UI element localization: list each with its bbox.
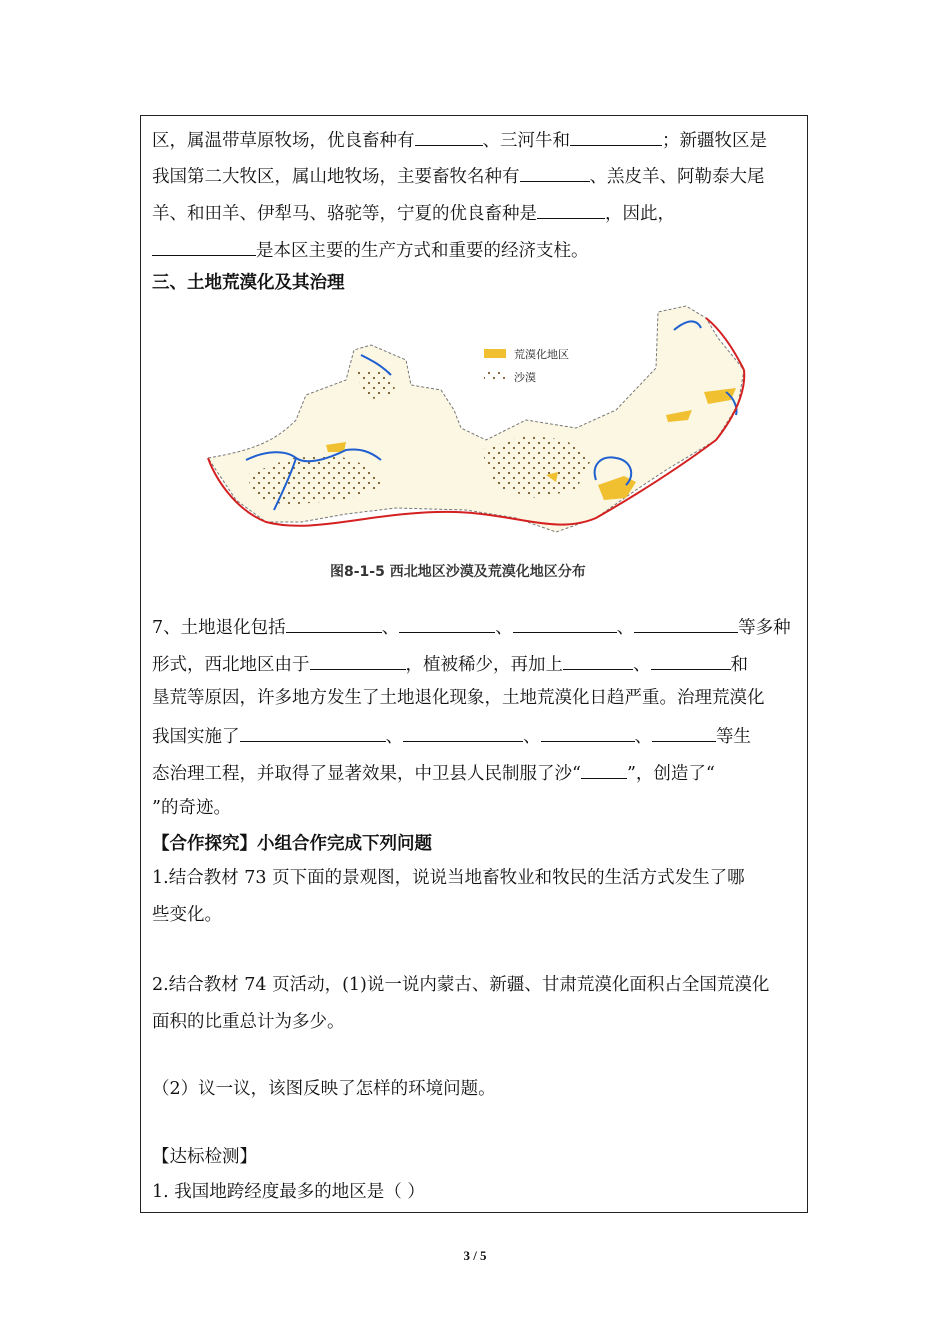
- blank: [152, 237, 256, 256]
- blank: [537, 200, 605, 219]
- legend-sand-swatch: [484, 372, 506, 381]
- blank: [310, 651, 406, 670]
- coop-q1-line-1: 1.结合教材 73 页下面的景观图，说说当地畜牧业和牧民的生活方式发生了哪: [152, 868, 745, 888]
- q7-line-1: 7、土地退化包括 、 、 、 等多种: [152, 614, 791, 640]
- coop-q2-line-1: 2.结合教材 74 页活动，(1)说一说内蒙古、新疆、甘肃荒漠化面积占全国荒漠化: [152, 975, 770, 995]
- blank: [513, 614, 617, 633]
- blank: [634, 614, 738, 633]
- blank: [563, 651, 633, 670]
- northwest-desert-map: [196, 300, 751, 590]
- legend-desertified-swatch: [484, 349, 506, 358]
- q7-line-3: 垦荒等原因，许多地方发生了土地退化现象，土地荒漠化日趋严重。治理荒漠化: [152, 688, 765, 708]
- blank: [570, 127, 662, 146]
- map-svg: [196, 300, 751, 560]
- q7-line-4: 我国实施了 、 、 、 等生: [152, 723, 751, 749]
- blank: [651, 651, 731, 670]
- blank: [520, 163, 590, 182]
- legend-desertified-label: 荒漠化地区: [514, 348, 569, 361]
- blank: [286, 614, 382, 633]
- coop-heading: 【合作探究】小组合作完成下列问题: [152, 834, 432, 854]
- text-line-2: 我国第二大牧区，属山地牧场，主要畜牧名种有 、羔皮羊、阿勒泰大尾: [152, 163, 765, 189]
- q7-line-6: ”的奇迹。: [152, 798, 231, 818]
- legend-sand-label: 沙漠: [514, 371, 536, 384]
- blank: [415, 127, 483, 146]
- text-line-1: 区，属温带草原牧场，优良畜种有 、三河牛和 ；新疆牧区是: [152, 127, 767, 153]
- q7-line-2: 形式，西北地区由于 ，植被稀少，再加上 、 和: [152, 651, 748, 677]
- test-heading: 【达标检测】: [152, 1147, 257, 1167]
- coop-q2-line-3: （2）议一议，该图反映了怎样的环境问题。: [152, 1079, 496, 1099]
- test-q1: 1. 我国地跨经度最多的地区是（ ）: [152, 1182, 425, 1202]
- q7-line-5: 态治理工程，并取得了显著效果，中卫县人民制服了沙“ ”，创造了“: [152, 760, 715, 786]
- text-line-4: 是本区主要的生产方式和重要的经济支柱。: [152, 237, 589, 263]
- blank: [581, 760, 627, 779]
- blank: [240, 723, 386, 742]
- map-caption: 图8-1-5 西北地区沙漠及荒漠化地区分布: [330, 564, 586, 580]
- coop-q2-line-2: 面积的比重总计为多少。: [152, 1012, 345, 1032]
- blank: [399, 614, 495, 633]
- coop-q1-line-2: 些变化。: [152, 905, 222, 925]
- page-number: 3 / 5: [463, 1248, 487, 1263]
- blank: [403, 723, 523, 742]
- text-line-3: 羊、和田羊、伊犁马、骆驼等，宁夏的优良畜种是 ，因此，: [152, 200, 675, 226]
- blank: [541, 723, 635, 742]
- blank: [652, 723, 716, 742]
- section-heading: 三、土地荒漠化及其治理: [152, 273, 345, 293]
